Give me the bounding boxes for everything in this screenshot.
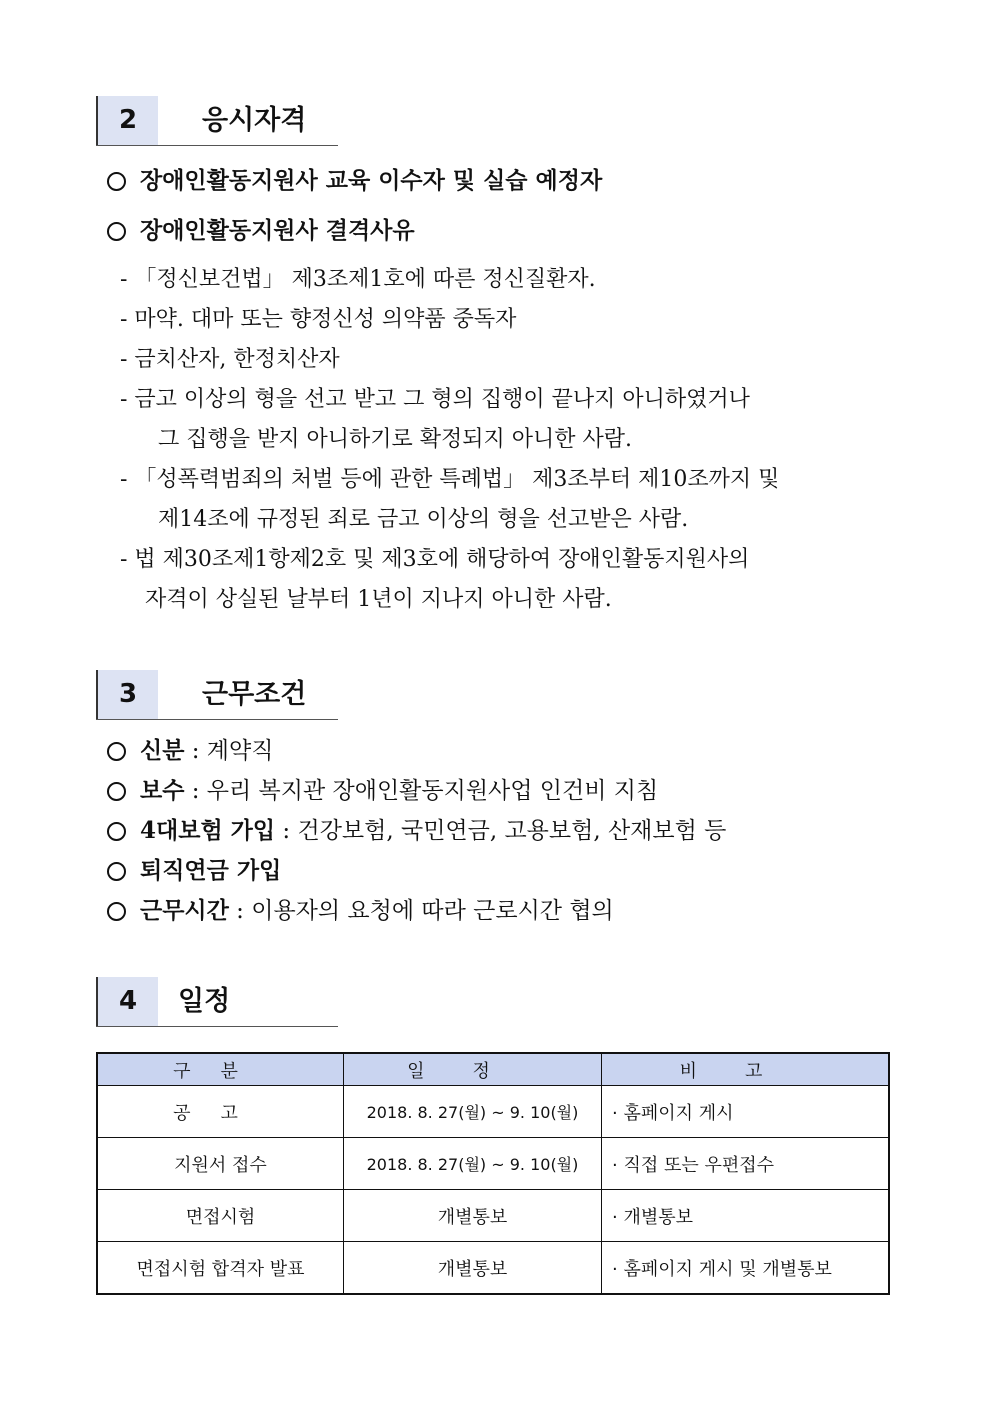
disqualification-item: - 법 제30조제1항제2호 및 제3호에 해당하여 장애인활동지원사의 <box>120 547 750 572</box>
circle-bullet-icon <box>107 822 126 841</box>
section-4-header <box>96 977 338 1027</box>
disqualification-item-continued: 제14조에 규정된 죄로 금고 이상의 형을 선고받은 사람. <box>158 507 689 532</box>
circle-bullet-icon <box>107 222 126 241</box>
circle-bullet-icon <box>107 782 126 801</box>
table-row <box>97 1086 889 1138</box>
section-3-number: 3 <box>96 670 158 719</box>
disqualification-item-continued: 그 집행을 받지 아니하기로 확정되지 아니한 사람. <box>158 427 632 452</box>
condition-item: 4대보험 가입 : 건강보험, 국민연금, 고용보험, 산재보험 등 <box>107 816 726 846</box>
cell-note: · 개별통보 <box>602 1190 890 1242</box>
section-2-header <box>96 96 338 146</box>
section-2-number: 2 <box>96 96 158 145</box>
cell-schedule: 개별통보 <box>344 1242 602 1295</box>
section-2-title: 응시자격 <box>202 105 307 136</box>
circle-bullet-icon <box>107 902 126 921</box>
section-3-title: 근무조건 <box>202 679 307 710</box>
cell-note: · 홈페이지 게시 <box>602 1086 890 1138</box>
circle-bullet-icon <box>107 172 126 191</box>
disqualification-item-continued: 자격이 상실된 날부터 1년이 지나지 아니한 사람. <box>145 587 612 612</box>
cell-schedule: 2018. 8. 27(월) ~ 9. 10(월) <box>344 1138 602 1190</box>
disqualification-item: - 「성폭력범죄의 처벌 등에 관한 특례법」 제3조부터 제10조까지 및 <box>120 467 780 492</box>
circle-bullet-icon <box>107 862 126 881</box>
disqualification-item: - 금고 이상의 형을 선고 받고 그 형의 집행이 끝나지 아니하였거나 <box>120 387 750 412</box>
cell-category: 지원서 접수 <box>97 1138 344 1190</box>
column-header-note: 비고 <box>602 1053 890 1086</box>
cell-schedule: 개별통보 <box>344 1190 602 1242</box>
condition-item: 근무시간 : 이용자의 요청에 따라 근로시간 협의 <box>107 896 614 926</box>
disqualification-item: - 마약. 대마 또는 향정신성 의약품 중독자 <box>120 307 517 332</box>
column-header-schedule: 일정 <box>344 1053 602 1086</box>
section-3-header <box>96 670 338 720</box>
table-row <box>97 1242 889 1295</box>
disqualification-item: - 금치산자, 한정치산자 <box>120 347 340 372</box>
condition-item: 보수 : 우리 복지관 장애인활동지원사업 인건비 지침 <box>107 776 658 806</box>
table-header-row <box>97 1053 889 1086</box>
circle-bullet-icon <box>107 742 126 761</box>
cell-note: · 홈페이지 게시 및 개별통보 <box>602 1242 890 1295</box>
disqualification-item: - 「정신보건법」 제3조제1호에 따른 정신질환자. <box>120 267 596 292</box>
schedule-table <box>96 1052 890 1295</box>
table-row <box>97 1138 889 1190</box>
cell-schedule: 2018. 8. 27(월) ~ 9. 10(월) <box>344 1086 602 1138</box>
table-row <box>97 1190 889 1242</box>
condition-item: 퇴직연금 가입 <box>107 856 281 886</box>
condition-item: 신분 : 계약직 <box>107 736 273 766</box>
cell-note: · 직접 또는 우편접수 <box>602 1138 890 1190</box>
bullet-education: 장애인활동지원사 교육 이수자 및 실습 예정자 <box>107 166 602 196</box>
bullet-disqualification: 장애인활동지원사 결격사유 <box>107 216 415 246</box>
section-4-title: 일정 <box>178 986 231 1017</box>
cell-category: 면접시험 합격자 발표 <box>97 1242 344 1295</box>
cell-category: 공고 <box>97 1086 344 1138</box>
cell-category: 면접시험 <box>97 1190 344 1242</box>
section-4-number: 4 <box>96 977 158 1026</box>
column-header-category: 구분 <box>97 1053 344 1086</box>
